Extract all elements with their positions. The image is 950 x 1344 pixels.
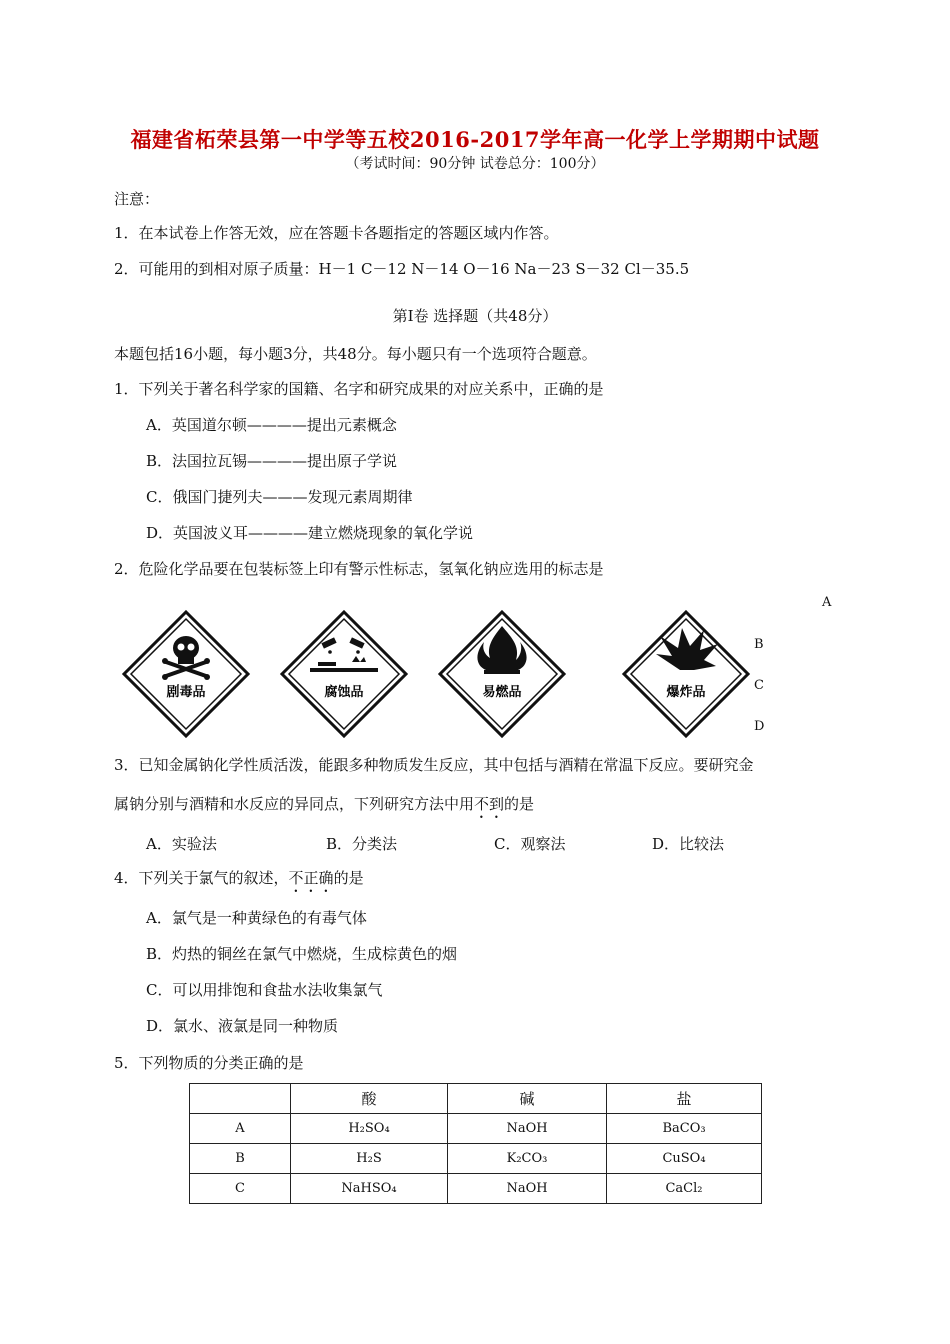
q1-stem: 1．下列关于著名科学家的国籍、名字和研究成果的对应关系中，正确的是 [114, 380, 604, 398]
sign-label-toxic: 剧毒品 [166, 685, 206, 700]
q4-option-d: D．氯水、液氯是同一种物质 [146, 1017, 339, 1035]
table-row [190, 1114, 762, 1144]
table-row [190, 1144, 762, 1174]
q2-letter-b: B [754, 637, 764, 652]
table-cell: K₂CO₃ [448, 1144, 607, 1174]
sign-label-corrosive: 腐蚀品 [324, 685, 364, 700]
q3-stem-line-1: 3．已知金属钠化学性质活泼，能跟多种物质发生反应，其中包括与酒精在常温下反应。要研究金 [114, 756, 754, 774]
table-cell: CuSO₄ [607, 1144, 762, 1174]
notes-heading: 注意： [114, 190, 160, 208]
q4-emphasis: 不正确 [288, 869, 334, 887]
q1-option-d: D．英国波义耳————建立燃烧现象的氧化学说 [146, 524, 474, 542]
table-cell: NaOH [448, 1174, 607, 1204]
note-1: 1．在本试卷上作答无效，应在答题卡各题指定的答题区域内作答。 [114, 224, 559, 242]
table-header-cell: 酸 [291, 1084, 448, 1114]
q2-letter-a: A [822, 595, 832, 610]
table-header-cell: 盐 [607, 1084, 762, 1114]
q1-option-a: A．英国道尔顿————提出元素概念 [146, 416, 397, 434]
q3-option-d: D．比较法 [652, 835, 725, 853]
note-2: 2．可能用的到相对原子质量：H－1 C－12 N－14 O－16 Na－23 S－32 Cl－35.5 [114, 260, 690, 278]
q3-emphasis: 不到 [474, 795, 505, 813]
table-cell: C [190, 1174, 291, 1204]
q1-option-b: B．法国拉瓦锡————提出原子学说 [146, 452, 398, 470]
explosive-sign-icon [624, 612, 748, 736]
q3-stem-post: 的是 [504, 795, 535, 813]
classification-table [189, 1083, 762, 1204]
q5-stem: 5．下列物质的分类正确的是 [114, 1054, 304, 1072]
q4-stem-post: 的是 [333, 869, 364, 887]
q2-letter-d: D [754, 719, 765, 734]
q3-option-c: C．观察法 [494, 835, 566, 853]
toxic-sign-icon [124, 612, 248, 736]
q4-option-b: B．灼热的铜丝在氯气中燃烧，生成棕黄色的烟 [146, 945, 458, 963]
q1-option-c: C．俄国门捷列夫———发现元素周期律 [146, 488, 413, 506]
sign-label-explosive: 爆炸品 [666, 685, 706, 700]
hazard-signs [120, 606, 760, 742]
q4-option-c: C．可以用排饱和食盐水法收集氯气 [146, 981, 383, 999]
table-cell: H₂SO₄ [291, 1114, 448, 1144]
table-cell: B [190, 1144, 291, 1174]
corrosive-sign-icon [282, 612, 406, 736]
q3-option-a: A．实验法 [146, 835, 217, 853]
table-cell: A [190, 1114, 291, 1144]
q4-option-a: A．氯气是一种黄绿色的有毒气体 [146, 909, 367, 927]
q4-stem-pre: 4．下列关于氯气的叙述， [114, 869, 289, 887]
q2-letter-c: C [754, 678, 764, 693]
table-header-cell [190, 1084, 291, 1114]
q3-option-b: B．分类法 [326, 835, 398, 853]
section-instruction: 本题包括16小题，每小题3分，共48分。每小题只有一个选项符合题意。 [114, 345, 597, 363]
q4-stem [114, 867, 364, 896]
table-cell: H₂S [291, 1144, 448, 1174]
table-header-cell: 碱 [448, 1084, 607, 1114]
page-title: 福建省柘荣县第一中学等五校2016-2017学年高一化学上学期期中试题 [130, 127, 820, 152]
table-cell: CaCl₂ [607, 1174, 762, 1204]
section-title: 第Ⅰ卷 选择题（共48分） [392, 307, 558, 325]
table-header-row [190, 1084, 762, 1114]
flammable-sign-icon [440, 612, 564, 736]
sign-label-flammable: 易燃品 [482, 685, 522, 700]
q3-stem-line-2 [114, 793, 534, 822]
table-cell: BaCO₃ [607, 1114, 762, 1144]
table-cell: NaHSO₄ [291, 1174, 448, 1204]
q3-stem-pre: 属钠分别与酒精和水反应的异同点，下列研究方法中用 [114, 795, 475, 813]
table-row [190, 1174, 762, 1204]
exam-info: （考试时间：90分钟 试卷总分：100分） [345, 156, 605, 172]
table-cell: NaOH [448, 1114, 607, 1144]
q2-stem: 2．危险化学品要在包装标签上印有警示性标志，氢氧化钠应选用的标志是 [114, 560, 604, 578]
